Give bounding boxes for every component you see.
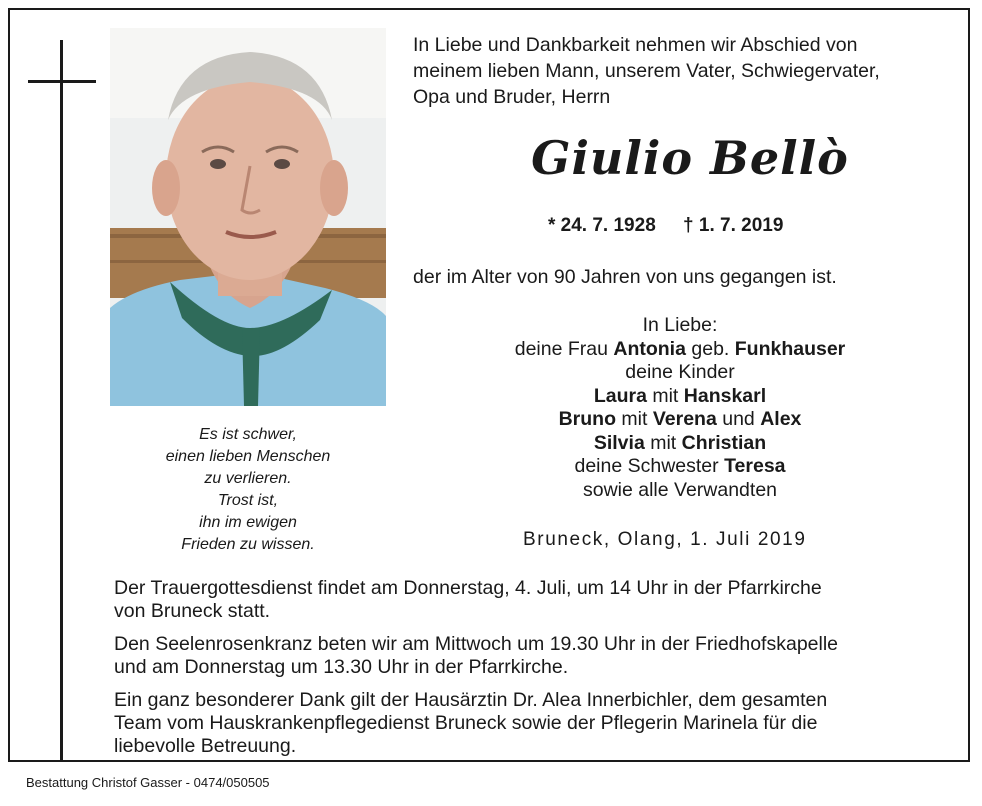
family-wife — [420, 338, 940, 362]
poem-line: Frieden zu wissen. — [181, 536, 315, 553]
life-dates — [548, 215, 783, 237]
wife-prefix: deine Frau — [514, 337, 608, 360]
sister-prefix: deine Schwester — [574, 455, 719, 477]
sister-name: Teresa — [724, 455, 786, 477]
paragraph-line: Den Seelenrosenkranz beten wir am Mittwoch um 19.30 Uhr in der Friedhofskapelle — [114, 633, 839, 655]
poem-line: ihn im ewigen — [199, 514, 297, 531]
intro-line: Opa und Bruder, Herrn — [413, 86, 611, 108]
family-child — [420, 408, 940, 432]
poem-line: zu verlieren. — [204, 470, 292, 487]
funeral-home-footer: Bestattung Christof Gasser - 0474/050505 — [26, 775, 270, 790]
child-with: mit — [621, 408, 648, 430]
family-sister — [420, 455, 940, 479]
paragraph-line: liebevolle Betreuung. — [114, 735, 297, 757]
wife-name: Antonia — [613, 337, 686, 360]
grandchild-name: Alex — [760, 408, 802, 430]
poem-line: einen lieben Menschen — [165, 448, 331, 465]
family-child — [420, 432, 940, 456]
portrait-illustration — [110, 28, 386, 406]
poem-line: Es ist schwer, — [199, 426, 297, 443]
intro-line: In Liebe und Dankbarkeit nehmen wir Abschied von — [413, 34, 858, 56]
child-name: Laura — [593, 384, 647, 407]
intro-line: meinem lieben Mann, unserem Vater, Schwiegervater, — [413, 60, 880, 82]
family-child — [420, 385, 940, 409]
deceased-name: Giulio Bellò — [531, 131, 849, 185]
child-partner: Christian — [681, 431, 767, 454]
age-line: der im Alter von 90 Jahren von uns gegangen ist. — [413, 266, 837, 288]
wife-born: geb. — [691, 337, 730, 360]
cross-icon-horizontal — [28, 80, 96, 83]
family-relatives: sowie alle Verwandten — [582, 478, 778, 501]
child-with: mit — [650, 431, 677, 454]
child-and: und — [722, 408, 755, 430]
birth-date: * 24. 7. 1928 — [548, 215, 656, 236]
children-label: deine Kinder — [625, 361, 735, 383]
paragraph-line: von Bruneck statt. — [114, 600, 271, 622]
paragraph-line: Ein ganz besonderer Dank gilt der Hausärztin Dr. Alea Innerbichler, dem gesamten — [114, 689, 828, 711]
family-heading: In Liebe: — [642, 314, 718, 336]
portrait-photo — [110, 28, 386, 406]
funeral-paragraph — [114, 577, 960, 623]
paragraph-line: Der Trauergottesdienst findet am Donnerstag, 4. Juli, um 14 Uhr in der Pfarrkirche — [114, 577, 822, 599]
paragraph-line: und am Donnerstag um 13.30 Uhr in der Pfarrkirche. — [114, 656, 569, 678]
child-with: mit — [652, 384, 679, 407]
place-date: Bruneck, Olang, 1. Juli 2019 — [523, 529, 807, 550]
family-list — [420, 314, 940, 502]
death-date: † 1. 7. 2019 — [683, 215, 784, 236]
cross-icon-vertical — [60, 40, 63, 760]
intro-text — [413, 32, 961, 110]
thanks-paragraph — [114, 689, 960, 758]
child-name: Silvia — [593, 431, 645, 454]
child-partner: Verena — [652, 408, 717, 430]
child-name: Bruno — [558, 408, 616, 430]
wife-maiden-name: Funkhauser — [734, 337, 846, 360]
poem-line: Trost ist, — [217, 492, 279, 509]
poem-verse — [110, 424, 386, 556]
rosary-paragraph — [114, 633, 960, 679]
child-partner: Hanskarl — [683, 384, 767, 407]
paragraph-line: Team vom Hauskrankenpflegedienst Bruneck sowie der Pflegerin Marinela für die — [114, 712, 818, 734]
